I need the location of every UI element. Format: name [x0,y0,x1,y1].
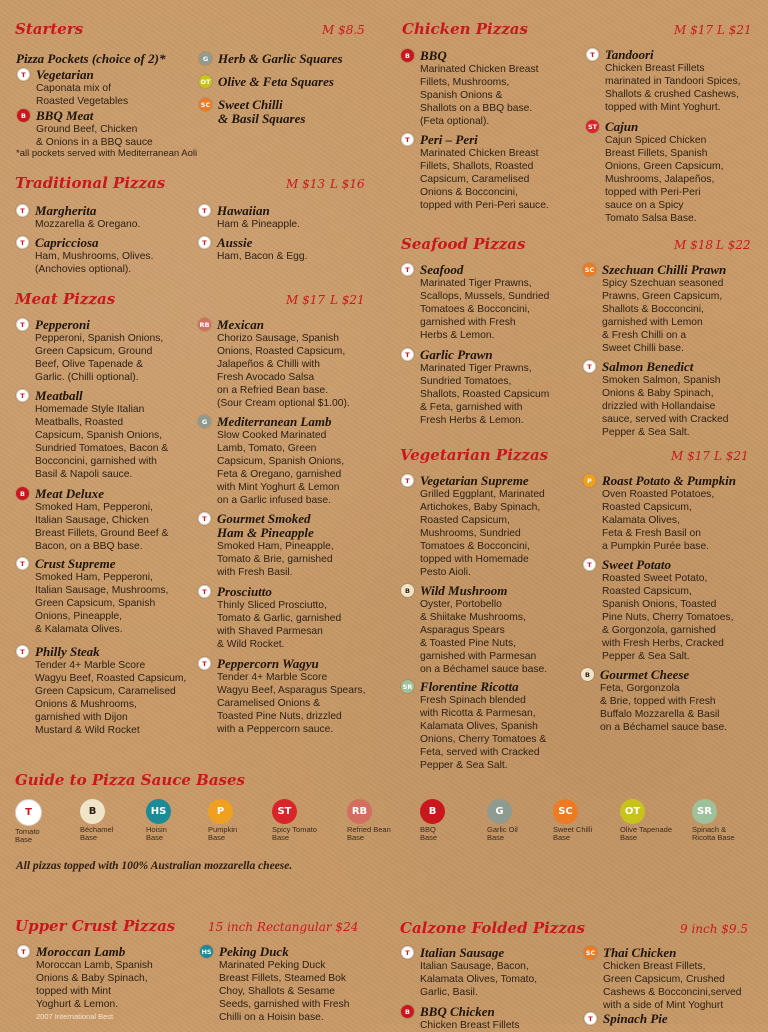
item-name: Crust Supreme [35,556,116,571]
legend-label: Hoisin Base [146,825,167,842]
meat-price-m: M $17 [286,293,326,307]
legend-label: Pumpkin Base [208,825,238,842]
item-desc: Smoked Ham, Pepperoni, Italian Sausage, Mushrooms, Green Capsicum, Spanish Onions, Pineapple, & Kalamata Olives. [35,572,169,635]
menu-item [405,347,550,427]
item-name: Meatball [35,388,83,403]
item-desc: Spicy Szechuan seasoned Prawns, Green Capsicum, Shallots & Bocconcini, garnished with Lemon & Fresh Chilli on a Sweet Chilli base. [602,278,724,354]
sauce-base-icon: SR [692,799,717,824]
spicy-tomato-base-icon: ST [586,120,599,133]
item-name: Pepperoni [35,317,90,332]
garlic-oil-base-icon: G [199,52,212,65]
tomato-base-icon: T [198,204,211,217]
item-name: Vegetarian Supreme [420,473,529,488]
item-desc: Marinated Chicken Breast Fillets, Shallots, Roasted Capsicum, Caramelised Onions & Bocconcini, topped with Peri-Peri sauce. [420,148,549,211]
tomato-base-icon: T [17,945,30,958]
item-name: Peppercorn Wagyu [217,656,319,671]
starters-price: M $8.5 [322,23,365,37]
calzone-title: Calzone Folded Pizzas [400,919,586,937]
item-name: Salmon Benedict [602,359,694,374]
item-name: Szechuan Chilli Prawn [602,262,727,277]
tomato-base-icon: T [401,133,414,146]
item-desc: Cajun Spiced Chicken Breast Fillets, Spanish Onions, Green Capsicum, Mushrooms, Jalapeños, topped with Peri-Peri sauce on a Spicy Tomato Salsa Base. [605,135,724,224]
sauce-base-icon: HS [146,799,171,824]
hoisin-base-icon: HS [200,945,213,958]
item-name: Thai Chicken [603,945,677,960]
menu-item-pocket-vegetarian [21,67,129,108]
item-name: BBQ Meat [36,108,94,123]
sauce-base-icon: B [80,799,105,824]
meat-title: Meat Pizzas [15,290,116,308]
menu-item [201,414,345,507]
legend-item [146,799,206,842]
menu-item [590,47,741,114]
legend-label: Refried Bean Base [347,825,391,842]
menu-item [584,262,727,355]
traditional-price-m: M $13 [286,177,326,191]
item-desc: Thinly Sliced Prosciutto, Tomato & Garlic, garnished with Shaved Parmesan & Wild Rocket. [217,600,342,650]
sauce-base-icon: RB [347,799,372,824]
pockets-note: *all pockets served with Mediterranean Aoli [16,148,198,159]
mozzarella-note: All pizzas topped with 100% Australian mozzarella cheese. [16,860,293,872]
bbq-base-icon: B [401,49,414,62]
tomato-base-icon: T [198,657,211,670]
starters-title: Starters [15,20,84,38]
spinach-ricotta-base-icon: SR [401,680,414,693]
item-desc: Smoked Ham, Pineapple, Tomato & Brie, garnished with Fresh Basil. [217,541,334,578]
tomato-base-icon: T [583,360,596,373]
item-name: Margherita [35,203,97,218]
tomato-base-icon: T [401,946,414,959]
menu-item [587,557,734,663]
menu-item [199,317,350,410]
sauce-base-icon: P [208,799,233,824]
item-name: Gourmet Cheese [600,667,690,682]
legend-item [553,799,613,842]
garlic-oil-base-icon: G [198,415,211,428]
legend-item [208,799,268,842]
sweet-chilli-base-icon: SC [584,946,597,959]
chicken-price-l: L $21 [717,23,752,37]
vegetarian-price-l: L $21 [714,449,749,463]
item-name: BBQ [420,48,447,63]
item-name: Italian Sausage [420,945,505,960]
bbq-base-icon: B [401,1005,414,1018]
item-desc: Slow Cooked Marinated Lamb, Tomato, Green Capsicum, Spanish Onions, Feta & Oregano, garnished with Mint Yoghurt & Lemon on a Garlic infused base. [217,430,345,506]
vegetarian-price-m: M $17 [671,449,711,463]
item-desc: Moroccan Lamb, Spanish Onions & Baby Spinach, topped with Mint Yoghurt & Lemon. [36,960,153,1010]
menu-item [202,235,377,263]
legend-item [80,799,140,842]
menu-item [202,511,334,579]
menu-item [405,1004,520,1032]
item-desc: Homemade Style Italian Meatballs, Roasted Capsicum, Spanish Onions, Sundried Tomatoes, Bacon & Bocconcini, garnished with Basil & Napoli sauce. [35,404,169,480]
menu-item [405,473,545,579]
menu-item-herb-garlic [202,51,343,66]
menu-item [21,944,153,1021]
item-name: Meat Deluxe [35,486,104,501]
tomato-base-icon: T [583,558,596,571]
item-desc: Ham & Pineapple. [217,219,300,230]
legend-label: Garlic Oil Base [487,825,518,842]
item-name: Florentine Ricotta [420,679,519,694]
legend-item [347,799,407,842]
menu-item-sweet-chilli [200,97,306,126]
item-desc: Marinated Tiger Prawns, Sundried Tomatoes, Shallots, Roasted Capsicum & Feta, garnished with Fresh Herbs & Lemon. [420,363,550,426]
sauce-base-icon: G [487,799,512,824]
item-name: Peri – Peri [420,132,478,147]
tomato-base-icon: T [198,585,211,598]
item-desc: Ham, Mushrooms, Olives. (Anchovies optional). [35,251,154,275]
sauce-base-icon: SC [553,799,578,824]
item-desc: Italian Sausage, Bacon, Kalamata Olives, Tomato, Garlic, Basil. [420,961,538,998]
tomato-base-icon: T [16,236,29,249]
seafood-title: Seafood Pizzas [401,235,526,253]
item-name: Peking Duck [219,944,289,959]
sauce-base-icon: OT [620,799,645,824]
item-desc: Pepperoni, Spanish Onions, Green Capsicum, Ground Beef, Olive Tapenade & Garlic. (Chilli optional). [35,333,164,383]
item-desc: Grilled Eggplant, Marinated Artichokes, Baby Spinach, Roasted Capsicum, Mushrooms, Sundried Tomatoes & Bocconcini, topped with Homemade Pesto Aioli. [420,489,545,578]
item-desc: Oven Roasted Potatoes, Roasted Capsicum, Kalamata Olives, Feta & Fresh Basil on a Pumpkin Purée base. [602,489,715,552]
legend-label: Sweet Chilli Base [553,825,593,842]
bechamel-base-icon: B [581,668,594,681]
legend-item [692,799,752,842]
item-name: Vegetarian [36,67,94,82]
upper-crust-price: 15 inch Rectangular $24 [208,920,359,934]
tomato-base-icon: T [401,348,414,361]
item-name: Spinach Pie [603,1011,668,1026]
guide-title: Guide to Pizza Sauce Bases [15,771,245,789]
menu-item [202,584,342,651]
menu-item [20,486,169,553]
tomato-base-icon: T [586,48,599,61]
item-desc: Ham, Bacon & Egg. [217,251,308,262]
item-desc: Caponata mix of Roasted Vegetables [36,83,129,107]
menu-item [20,203,195,231]
item-desc: Smoked Ham, Pepperoni, Italian Sausage, Chicken Breast Fillets, Ground Beef & Bacon, on a BBQ base. [35,502,169,552]
sauce-base-icon: T [15,799,42,826]
legend-item [420,799,480,842]
item-name: Capricciosa [35,235,99,250]
tomato-base-icon: T [16,389,29,402]
legend-label: Spicy Tomato Base [272,825,317,842]
traditional-title: Traditional Pizzas [15,174,166,192]
item-name: BBQ Chicken [420,1004,495,1019]
item-desc: Tender 4+ Marble Score Wagyu Beef, Asparagus Spears, Caramelised Onions & Toasted Pine Nuts, drizzled with a Peppercorn sauce. [217,672,366,735]
item-desc: Chicken Breast Fillets marinated in Tandoori Spices, Shallots & crushed Cashews, topped with Mint Yoghurt. [605,63,741,113]
sauce-base-icon: ST [272,799,297,824]
item-name: Prosciutto [217,584,272,599]
item-name: Roast Potato & Pumpkin [602,473,736,488]
menu-item [202,656,366,736]
menu-item [405,583,548,676]
item-name: Philly Steak [35,644,100,659]
tomato-base-icon: T [16,645,29,658]
item-name: Sweet Chilli & Basil Squares [218,97,306,126]
refried-bean-base-icon: RB [198,318,211,331]
item-desc: Chicken Breast Fillets [420,1020,520,1031]
menu-item [201,944,350,1024]
tomato-base-icon: T [401,263,414,276]
chicken-title: Chicken Pizzas [402,20,528,38]
item-name: Aussie [217,235,253,250]
item-name: Herb & Garlic Squares [218,51,343,66]
menu-item [405,945,538,999]
tomato-base-icon: T [198,512,211,525]
upper-crust-title: Upper Crust Pizzas [15,917,176,935]
legend-item [487,799,547,842]
item-name: Gourmet Smoked Ham & Pineapple [217,511,314,540]
bbq-base-icon: B [16,487,29,500]
legend-item [272,799,332,842]
item-desc: Roasted Sweet Potato, Roasted Capsicum, Spanish Onions, Toasted Pine Nuts, Cherry Tomatoes, & Gorgonzola, garnished with Fresh Herbs, Cracked Pepper & Sea Salt. [602,573,734,662]
item-desc: Mozzarella & Oregano. [35,219,141,230]
item-desc: Marinated Peking Duck Breast Fillets, Steamed Bok Choy, Shallots & Sesame Seeds, garnished with Fresh Chilli on a Hoisin base. [219,960,350,1023]
menu-item [202,203,377,231]
tomato-base-icon: T [16,204,29,217]
menu-item [405,132,549,212]
item-desc: Chorizo Sausage, Spanish Onions, Roasted Capsicum, Jalapeños & Chilli with Fresh Avocado Salsa on a Refried Bean base. (Sour Cream optional $1.00). [217,333,350,409]
item-desc: Fresh Spinach blended with Ricotta & Parmesan, Kalamata Olives, Spanish Onions, Cherry Tomatoes & Feta, served with Cracked Pepper & Sea Salt. [420,695,547,771]
menu-item [20,556,169,636]
award-text: 2007 International Best [36,1012,114,1021]
legend-item [620,799,680,842]
olive-tapenade-base-icon: OT [199,75,212,88]
meat-price-l: L $21 [330,293,365,307]
traditional-price-l: L $16 [330,177,365,191]
menu-item [587,119,724,225]
legend-label: BBQ Base [420,825,438,842]
legend-label: Tomato Base [15,827,40,844]
item-desc: Ground Beef, Chicken & Onions in a BBQ sauce [36,124,153,148]
item-name: Seafood [420,262,464,277]
item-name: Tandoori [605,47,654,62]
menu-item-pocket-bbq [21,108,153,149]
bechamel-base-icon: B [401,584,414,597]
item-desc: Feta, Gorgonzola & Brie, topped with Fresh Buffalo Mozzarella & Basil on a Béchamel sauce base. [600,683,728,733]
calzone-price: 9 inch $9.5 [680,922,748,936]
sweet-chilli-base-icon: SC [199,98,212,111]
item-name: Sweet Potato [602,557,671,572]
menu-item [20,388,169,481]
chicken-price-m: M $17 [674,23,714,37]
menu-item [585,667,728,734]
menu-item [402,679,547,772]
legend-label: Olive Tapenade Base [620,825,672,842]
seafood-price-l: L $22 [716,238,751,252]
menu-item [587,359,729,439]
menu-item [585,945,742,1012]
sauce-base-icon: B [420,799,445,824]
menu-item-olive-feta [200,74,334,89]
tomato-base-icon: T [401,474,414,487]
menu-item [20,644,187,737]
tomato-base-icon: T [584,1012,597,1025]
seafood-price-m: M $18 [674,238,714,252]
item-name: Garlic Prawn [420,347,493,362]
menu-item [405,48,539,128]
item-name: Mexican [217,317,264,332]
item-name: Olive & Feta Squares [218,74,334,89]
legend-item [15,799,75,844]
menu-item [405,262,550,342]
item-desc: Smoken Salmon, Spanish Onions & Baby Spinach, drizzled with Hollandaise sauce, served with Cracked Pepper & Sea Salt. [602,375,729,438]
item-name: Cajun [605,119,639,134]
pumpkin-base-icon: P [583,474,596,487]
item-name: Wild Mushroom [420,583,508,598]
tomato-base-icon: T [16,557,29,570]
item-desc: Chicken Breast Fillets, Green Capsicum, Crushed Cashews & Bocconcini,served with a side of Mint Yoghurt [603,961,742,1011]
item-desc: Oyster, Portobello & Shiitake Mushrooms, Asparagus Spears & Toasted Pine Nuts, garnished with Parmesan on a Béchamel sauce base. [420,599,548,675]
tomato-base-icon: T [17,68,30,81]
vegetarian-title: Vegetarian Pizzas [400,446,549,464]
tomato-base-icon: T [198,236,211,249]
menu-item [20,317,164,384]
sweet-chilli-base-icon: SC [583,263,596,276]
item-name: Hawaiian [217,203,270,218]
item-name: Mediterranean Lamb [217,414,332,429]
pizza-pockets-title: Pizza Pockets (choice of 2)* [16,51,166,66]
item-desc: Marinated Chicken Breast Fillets, Mushrooms, Spanish Onions & Shallots on a BBQ base. (Feta optional). [420,64,539,127]
legend-label: Béchamel Base [80,825,114,842]
item-desc: Marinated Tiger Prawns, Scallops, Mussels, Sundried Tomatoes & Bocconcini, garnished with Fresh Herbs & Lemon. [420,278,550,341]
item-name: Moroccan Lamb [36,944,126,959]
menu-item [587,473,736,553]
tomato-base-icon: T [16,318,29,331]
bbq-base-icon: B [17,109,30,122]
legend-label: Spinach & Ricotta Base [692,825,735,842]
menu-item [20,235,195,276]
item-desc: Tender 4+ Marble Score Wagyu Beef, Roasted Capsicum, Green Capsicum, Caramelised Onions & Mushrooms, garnished with Dijon Mustard & Wild Rocket [35,660,187,736]
